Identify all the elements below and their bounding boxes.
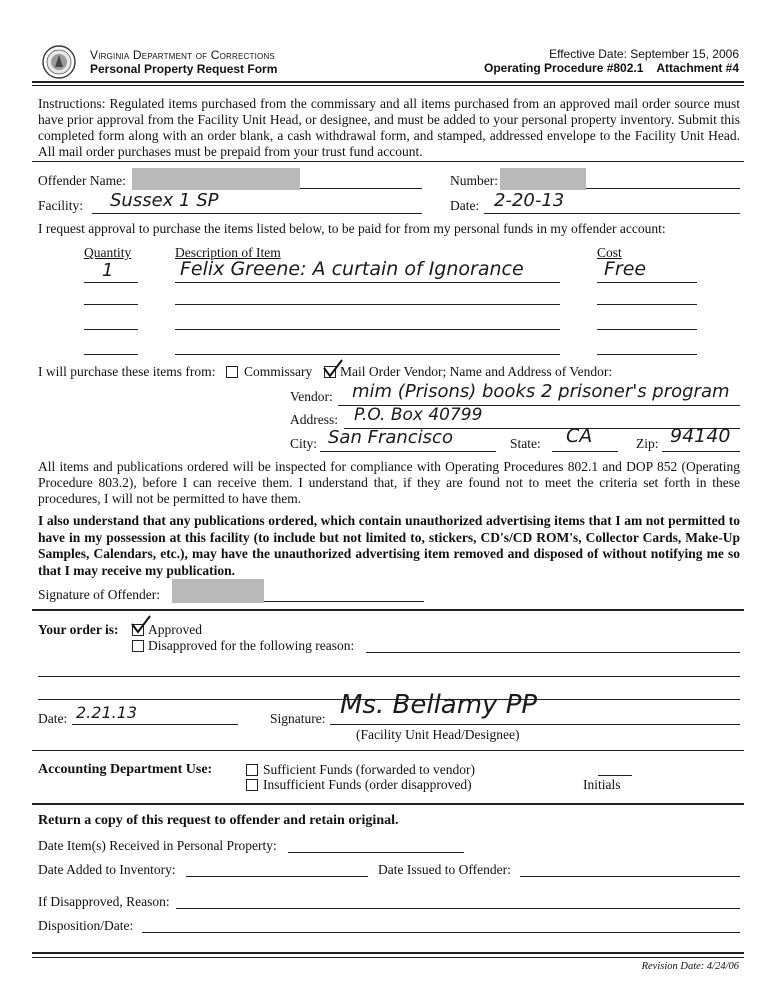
- instructions: Instructions: Regulated items purchased from the commissary and all items purchased from an approved mail order source must have prior approval from the Facility Unit Head, or designee, and must be added to your personal property inventory. Submit this completed form along with an order blank, a cash withdrawal form, and stamped, addressed envelope to the Facility Unit Head. All mail order purchases must be prepaid from your trust fund account.: [38, 96, 740, 159]
- procedure-attachment: [484, 61, 739, 75]
- state-field[interactable]: [552, 451, 618, 452]
- order-status-label: Your order is:: [38, 622, 119, 637]
- date-value: 2-20-13: [494, 190, 565, 211]
- sufficient-funds-label: Sufficient Funds (forwarded to vendor): [263, 762, 475, 777]
- item-row: [0, 258, 773, 284]
- item-row: [0, 334, 773, 360]
- facility-field[interactable]: [92, 213, 422, 214]
- header-rule: [32, 81, 744, 83]
- date-field[interactable]: [484, 213, 740, 214]
- quantity-field[interactable]: [84, 304, 138, 305]
- section-rule: [32, 609, 744, 611]
- quantity-value: 1: [102, 260, 114, 281]
- section-rule: [32, 750, 744, 751]
- city-value: San Francisco: [328, 427, 453, 448]
- disposition-label: Disposition/Date:: [38, 918, 134, 933]
- description-field[interactable]: [175, 282, 560, 283]
- vendor-label: Vendor:: [290, 389, 333, 404]
- zip-value: 94140: [670, 425, 731, 447]
- purchase-from-label: I will purchase these items from:: [38, 364, 216, 379]
- section-rule: [32, 803, 744, 805]
- item-row: [0, 284, 773, 310]
- offender-signature-redaction: [172, 579, 264, 603]
- cost-header: Cost: [597, 245, 622, 260]
- number-redaction: [500, 168, 586, 190]
- cost-field[interactable]: [597, 282, 697, 283]
- disapproved-reason-label: If Disapproved, Reason:: [38, 894, 170, 909]
- insufficient-funds-checkbox[interactable]: [246, 779, 258, 791]
- date-added-field[interactable]: [186, 876, 368, 877]
- approval-signature-field[interactable]: [330, 724, 740, 725]
- description-field[interactable]: [175, 304, 560, 305]
- facility-value: Sussex 1 SP: [110, 190, 219, 211]
- disposition-field[interactable]: [142, 932, 740, 933]
- mail-order-label: Mail Order Vendor; Name and Address of Vendor:: [340, 364, 613, 379]
- item-row: [0, 309, 773, 335]
- sufficient-funds-checkbox[interactable]: [246, 764, 258, 776]
- description-field[interactable]: [175, 329, 560, 330]
- number-label: Number:: [450, 173, 498, 188]
- request-statement: I request approval to purchase the items listed below, to be paid for from my personal funds in my offender account:: [38, 221, 666, 236]
- zip-field[interactable]: [662, 451, 740, 452]
- footer-rule: [32, 952, 744, 954]
- offender-signature-label: Signature of Offender:: [38, 587, 160, 602]
- disapproved-reason-field[interactable]: [366, 652, 740, 653]
- procedure-number: Operating Procedure #802.1: [484, 61, 644, 75]
- offender-name-label: Offender Name:: [38, 173, 126, 188]
- revision-date: Revision Date: 4/24/06: [641, 961, 739, 972]
- date-issued-field[interactable]: [520, 876, 740, 877]
- description-field[interactable]: [175, 354, 560, 355]
- quantity-field[interactable]: [84, 282, 138, 283]
- instructions-rule: [32, 161, 744, 162]
- disapproved-label: Disapproved for the following reason:: [148, 638, 355, 653]
- return-disapproved-field[interactable]: [176, 908, 740, 909]
- quantity-field[interactable]: [84, 329, 138, 330]
- effective-date: Effective Date: September 15, 2006: [549, 47, 739, 61]
- inspection-text: All items and publications ordered will be inspected for compliance with Operating Procedures 802.1 and DOP 852 (Operating Procedure 803.2), before I can receive them. I understand that, if they are found not to meet the criteria set forth in these procedures, I will not be permitted to have them.: [38, 459, 740, 506]
- quantity-header: Quantity: [84, 245, 132, 260]
- offender-name-redaction: [132, 168, 300, 190]
- approved-label: Approved: [148, 622, 202, 637]
- approval-date-label: Date:: [38, 711, 68, 726]
- disapproved-reason-line[interactable]: [38, 676, 740, 677]
- date-received-label: Date Item(s) Received in Personal Property:: [38, 838, 277, 853]
- signer-caption: (Facility Unit Head/Designee): [356, 727, 520, 742]
- date-received-field[interactable]: [288, 852, 464, 853]
- state-value: CA: [566, 425, 593, 447]
- insufficient-funds-label: Insufficient Funds (order disapproved): [263, 777, 472, 792]
- agency-name: Virginia Department of Corrections: [90, 48, 275, 62]
- approval-signature-label: Signature:: [270, 711, 326, 726]
- approval-date-field[interactable]: [72, 724, 238, 725]
- cost-field[interactable]: [597, 329, 697, 330]
- date-issued-label: Date Issued to Offender:: [378, 862, 511, 877]
- cost-field[interactable]: [597, 304, 697, 305]
- cost-field[interactable]: [597, 354, 697, 355]
- approval-date-value: 2.21.13: [76, 703, 138, 722]
- accounting-label: Accounting Department Use:: [38, 762, 213, 777]
- commissary-label: Commissary: [244, 364, 313, 379]
- address-label: Address:: [290, 412, 338, 427]
- quantity-field[interactable]: [84, 354, 138, 355]
- approval-signature-value: Ms. Bellamy PP: [340, 690, 538, 720]
- description-value: Felix Greene: A curtain of Ignorance: [180, 258, 524, 280]
- cost-value: Free: [604, 258, 647, 280]
- return-heading: Return a copy of this request to offender and retain original.: [38, 813, 399, 828]
- form-title: Personal Property Request Form: [90, 62, 278, 76]
- state-label: State:: [510, 436, 541, 451]
- initials-label: Initials: [583, 777, 621, 792]
- zip-label: Zip:: [636, 436, 659, 451]
- description-header: Description of Item: [175, 245, 281, 260]
- date-added-label: Date Added to Inventory:: [38, 862, 176, 877]
- vendor-value: mim (Prisons) books 2 prisoner's program: [352, 381, 730, 402]
- date-label: Date:: [450, 198, 480, 213]
- city-label: City:: [290, 436, 318, 451]
- city-field[interactable]: [320, 451, 496, 452]
- virginia-seal-icon: [42, 45, 76, 79]
- address-value: P.O. Box 40799: [354, 405, 483, 425]
- disapproved-checkbox[interactable]: [132, 640, 144, 652]
- initials-field[interactable]: [598, 775, 632, 776]
- attachment-number: Attachment #4: [656, 61, 739, 75]
- header-rule-thin: [32, 85, 744, 86]
- footer-rule-thin: [32, 957, 744, 958]
- advertising-notice: I also understand that any publications ordered, which contain unauthorized advertising items that I am not permitted to have in my possession at this facility (to include but not limited to, stickers, CD's/CD ROM's, Collector Cards, Make-Up Samples, Calendars, etc.), may have the unauthorized advertising item removed and disposed of without notifying me so that I may receive my publication.: [38, 513, 740, 578]
- commissary-checkbox[interactable]: [226, 366, 238, 378]
- facility-label: Facility:: [38, 198, 83, 213]
